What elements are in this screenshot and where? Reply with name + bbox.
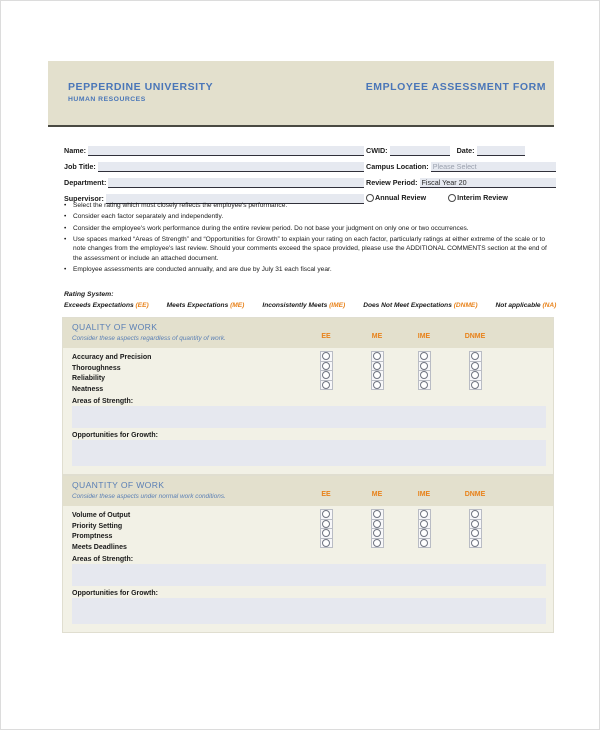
review-period-input[interactable] [420,178,556,188]
rating-legend-item [363,302,477,309]
cwid-input[interactable] [390,146,450,156]
radio-option[interactable] [469,380,482,391]
factor-label: Promptness [72,533,113,540]
radio-column-ee [320,352,333,390]
radio-icon [322,371,330,379]
rating-legend-abbr: (NA) [542,302,557,309]
rating-system-title: Rating System: [64,291,114,298]
factor-label: Priority Setting [72,522,123,530]
bullet-icon: • [64,265,67,273]
instruction-text: Select the rating which most closely reflects the employee's performance. [73,202,288,209]
radio-icon [322,352,330,360]
list-item [64,265,556,274]
radio-icon [420,520,428,528]
field-row-name [64,141,364,156]
column-header-ee: EE [321,333,331,340]
section-subtitle: Consider these aspects regardless of quantity of work. [72,335,226,342]
rating-legend-text: Exceeds Expectations [64,302,134,309]
radio-icon [471,371,479,379]
instruction-text: Employee assessments are conducted annually, and are due by July 31 each fiscal year. [73,265,332,273]
factor-grid [63,506,553,554]
rating-legend-abbr: (ME) [230,302,245,309]
column-header-ee: EE [321,491,331,498]
section-header [63,476,553,506]
column-header-ime: IME [417,333,431,340]
job-title-label: Job Title: [64,162,96,171]
rating-legend-abbr: (EE) [135,302,149,309]
instructions-list [64,201,556,276]
radio-option[interactable] [371,538,384,549]
radio-icon [471,381,479,389]
bullet-icon: • [64,236,67,244]
radio-option[interactable] [320,538,333,549]
instruction-text: Use spaces marked “Areas of Strength” and “Opportunities for Growth” to explain your rating on each factor, particularly ratings at either extreme of the scale or to note changes from the employee's last review. Should your comments exceed the space provided, please use the ADDITIONAL COMMENTS section at the end of the assessment or include an attached document. [73,236,547,262]
campus-location-value: Please Select [432,162,477,171]
date-label: Date: [456,146,475,155]
rating-legend-item [167,302,245,309]
radio-icon [322,381,330,389]
review-period-label: Review Period: [366,178,418,187]
radio-icon [471,352,479,360]
column-header-dnme: DNME [464,333,486,340]
radio-icon [373,510,381,518]
column-header-dnme: DNME [464,491,486,498]
factor-label: Reliability [72,375,106,382]
factor-grid [63,348,553,396]
opportunities-for-growth-input[interactable] [72,598,546,624]
radio-icon [420,529,428,537]
rating-system-legend [64,291,556,309]
identity-fields-left [64,141,364,205]
radio-option[interactable] [320,380,333,391]
radio-column-dnme [469,510,482,548]
rating-legend-item [496,302,557,309]
department-input[interactable] [108,178,364,188]
factor-label-list [72,353,151,395]
radio-icon [373,520,381,528]
university-name: PEPPERDINE UNIVERSITY [68,81,214,93]
brand-block [68,81,213,103]
areas-of-strength-label: Areas of Strength: [72,556,134,563]
radio-icon [420,510,428,518]
areas-of-strength-input[interactable] [72,564,546,586]
section-header [63,318,553,348]
radio-icon [373,371,381,379]
factor-label: Thoroughness [72,364,121,372]
radio-icon [373,352,381,360]
bullet-icon: • [64,224,67,232]
column-header-me: ME [371,333,383,340]
field-row-job-title [64,157,364,172]
radio-column-me [371,352,384,390]
rating-legend-text: Does Not Meet Expectations [363,302,452,309]
name-label: Name: [64,146,86,155]
department-label: Department: [64,178,107,187]
assessment-section-quality-of-work [62,317,554,475]
radio-icon [420,362,428,370]
radio-option[interactable] [418,538,431,549]
radio-icon [471,529,479,537]
radio-icon [322,362,330,370]
section-title: QUALITY OF WORK [72,322,158,332]
radio-icon [420,539,428,547]
radio-column-ime [418,510,431,548]
radio-option[interactable] [418,380,431,391]
list-item [64,201,556,210]
assessment-section-quantity-of-work [62,475,554,633]
radio-icon [322,539,330,547]
comment-areas [63,554,553,632]
opportunities-for-growth-label: Opportunities for Growth: [72,590,158,597]
radio-column-dnme [469,352,482,390]
form-title: EMPLOYEE ASSESSMENT FORM [365,81,546,93]
review-period-value: Fiscal Year 20 [421,178,467,187]
factor-label: Volume of Output [72,512,131,519]
radio-icon [420,352,428,360]
rating-system-items [64,302,556,309]
radio-icon [420,381,428,389]
field-row-cwid-date [366,141,556,156]
list-item [64,212,556,221]
field-row-campus-location [366,157,556,172]
job-title-input[interactable] [98,162,364,172]
section-subtitle: Consider these aspects under normal work conditions. [72,493,226,500]
list-item [64,235,556,263]
field-row-department [64,173,364,188]
factor-label: Accuracy and Precision [72,354,152,361]
list-item [64,224,556,233]
section-title: QUANTITY OF WORK [72,480,165,490]
review-type-annual-label: Annual Review [375,193,427,202]
radio-icon [373,529,381,537]
form-masthead [48,61,554,127]
radio-icon [322,520,330,528]
field-row-review-period [366,173,556,188]
areas-of-strength-label: Areas of Strength: [72,398,134,405]
areas-of-strength-input[interactable] [72,406,546,428]
factor-label-list [72,511,130,553]
factor-label: Meets Deadlines [72,543,127,551]
identity-fields-right [366,141,556,205]
radio-icon [373,539,381,547]
review-type-interim-label: Interim Review [457,193,508,202]
rating-legend-item [64,302,149,309]
radio-icon [471,510,479,518]
cwid-label: CWID: [366,146,388,155]
campus-location-label: Campus Location: [366,162,429,171]
radio-option[interactable] [469,538,482,549]
radio-column-me [371,510,384,548]
radio-column-ee [320,510,333,548]
rating-legend-abbr: (IME) [329,302,346,309]
comment-areas [63,396,553,474]
column-header-me: ME [371,491,383,498]
radio-icon [322,529,330,537]
radio-icon [471,362,479,370]
rating-legend-abbr: (DNME) [453,302,478,309]
supervisor-label: Supervisor: [64,194,104,203]
bullet-icon: • [64,202,67,209]
radio-icon [471,520,479,528]
opportunities-for-growth-input[interactable] [72,440,546,466]
radio-option[interactable] [371,380,384,391]
rating-legend-text: Inconsistently Meets [262,302,328,309]
rating-legend-item [262,302,345,309]
department-name: HUMAN RESOURCES [68,96,146,103]
bullet-icon: • [64,213,67,221]
date-input[interactable] [477,146,525,156]
campus-location-select[interactable] [431,162,556,172]
radio-column-ime [418,352,431,390]
rating-legend-text: Not applicable [495,302,541,309]
radio-icon [471,539,479,547]
factor-label: Neatness [72,385,104,393]
column-header-ime: IME [417,491,431,498]
radio-icon [322,510,330,518]
name-input[interactable] [88,146,364,156]
rating-legend-text: Meets Expectations [166,302,229,309]
radio-icon [373,362,381,370]
radio-icon [373,381,381,389]
instruction-text: Consider each factor separately and independently. [73,213,224,221]
radio-icon [420,371,428,379]
instruction-text: Consider the employee's work performance during the entire review period. Do not base your judgment on only one or two occurrences. [73,224,469,232]
opportunities-for-growth-label: Opportunities for Growth: [72,432,158,439]
